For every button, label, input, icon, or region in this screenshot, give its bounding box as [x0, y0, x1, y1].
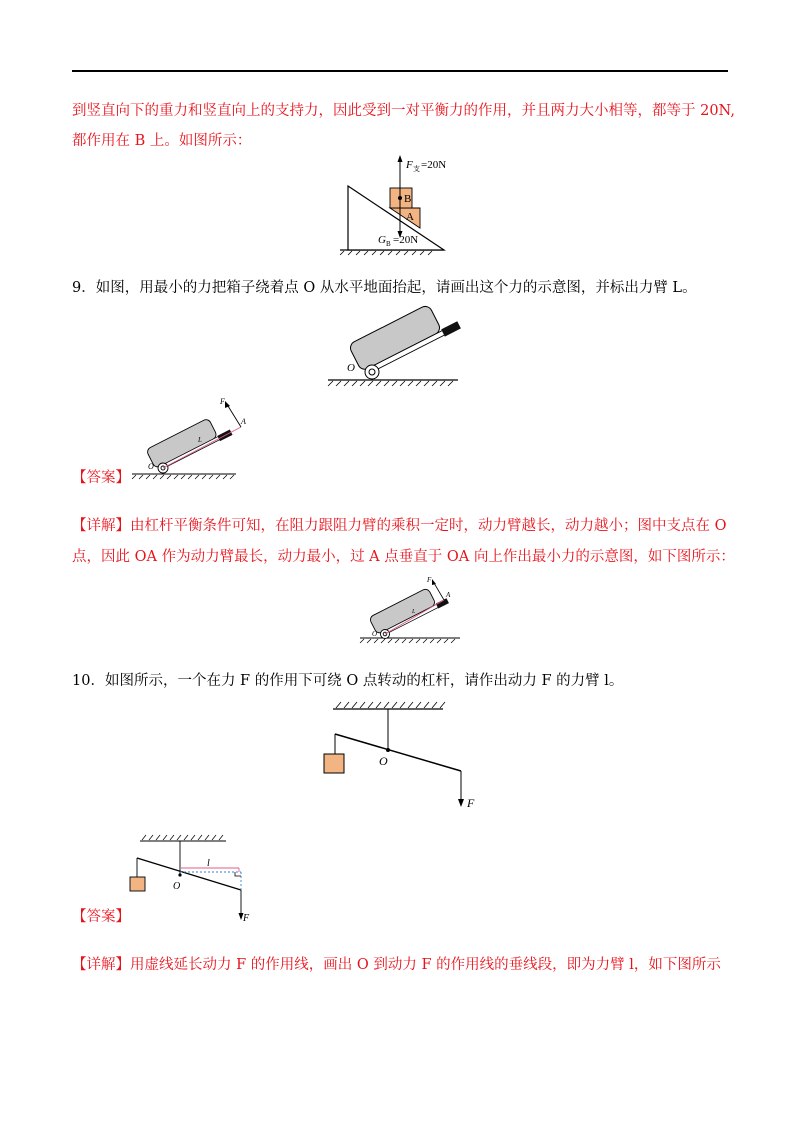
q9-answer-tag: 【答案】 [72, 470, 130, 486]
q9-detail-line-1: 【详解】由杠杆平衡条件可知，在阻力跟阻力臂的乘积一定时，动力臂越长，动力越小；图中支点在 O [72, 518, 727, 534]
block-a-label: A [406, 211, 414, 223]
q9-text: 9．如图，用最小的力把箱子绕着点 O 从水平地面抬起，请画出这个力的示意图，并标出力臂 L。 [72, 280, 697, 296]
answer-lever-arm: l [207, 858, 210, 869]
block-b-label: B [404, 193, 412, 205]
detail-arm-label: L [412, 609, 416, 615]
q9-detail-line-2: 点，因此 OA 作为动力臂最长，动力最小，过 A 点垂直于 OA 向上作出最小力的示意图，如下图所示： [72, 549, 735, 565]
q10-detail: 【详解】用虚线延长动力 F 的作用线，画出 O 到动力 F 的作用线的垂线段，即为力臂 l，如下图所示 [72, 957, 721, 973]
support-force-subscript: 支 [413, 165, 420, 173]
box-detail-figure [360, 575, 470, 645]
hanging-weight [324, 754, 344, 773]
gravity-subscript: B [386, 240, 391, 248]
gravity-value: =20N [393, 234, 419, 246]
detail-point-a-label: A [446, 591, 451, 599]
lever-figure [318, 697, 483, 812]
header-rule [72, 70, 728, 72]
q10-answer-tag: 【答案】 [72, 909, 130, 925]
continuation-line-1: 到竖直向下的重力和竖直向上的支持力，因此受到一对平衡力的作用，并且两力大小相等，都等于 20N, [72, 103, 735, 119]
blocks-force-figure [338, 152, 458, 255]
continuation-line-2: 都作用在 B 上。如图所示： [72, 133, 252, 149]
support-force-symbol: F [406, 159, 413, 171]
box-figure [325, 307, 460, 397]
detail-pivot-label: O [372, 630, 378, 638]
answer-force-label: F [220, 397, 225, 406]
answer-point-a-label: A [241, 417, 246, 426]
lever-force-label: F [467, 796, 475, 810]
answer-pivot-label: O [148, 462, 154, 471]
detail-force-label: F [427, 576, 432, 584]
answer-lever-pivot: O [173, 881, 181, 892]
support-force-value: =20N [421, 159, 447, 171]
answer-lever-force: F [243, 913, 250, 924]
lever-pivot-label: O [379, 754, 388, 768]
q10-text: 10．如图所示，一个在力 F 的作用下可绕 O 点转动的杠杆，请作出动力 F 的力臂 l。 [72, 673, 624, 689]
answer-arm-label: L [198, 436, 202, 444]
box-pivot-label: O [347, 362, 355, 374]
answer-hanging-weight [130, 877, 145, 891]
gravity-symbol: G [378, 234, 386, 246]
